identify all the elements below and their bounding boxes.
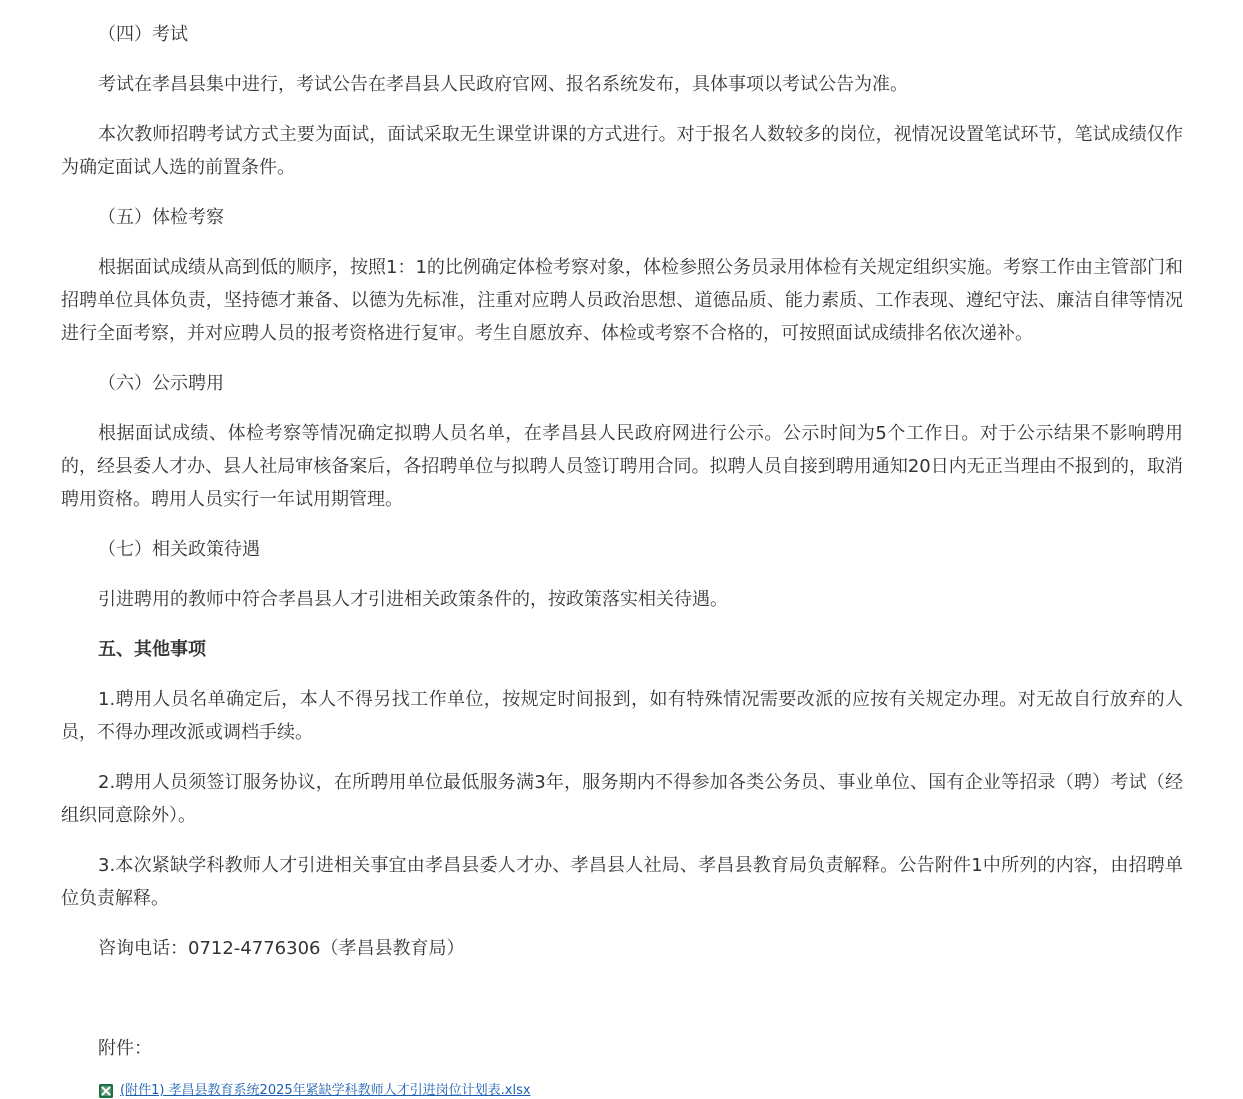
paragraph: 根据面试成绩从高到低的顺序，按照1：1的比例确定体检考察对象，体检参照公务员录用体检有关规定组织实施。考察工作由主管部门和招聘单位具体负责，坚持德才兼备、以德为先标准，注重对应聘人员政治思想、道德品质、能力素质、工作表现、遵纪守法、廉洁自律等情况进行全面考察，并对应聘人员的报考资格进行复审。考生自愿放弃、体检或考察不合格的，可按照面试成绩排名依次递补。 [61, 257, 1183, 344]
article-body [61, 18, 1183, 1099]
contact-phone: 咨询电话：0712-4776306（孝昌县教育局） [98, 938, 465, 959]
section-heading-other-matters: 五、其他事项 [98, 639, 206, 660]
attachment-link-xlsx[interactable] [61, 1083, 1183, 1099]
paragraph: 考试在孝昌县集中进行，考试公告在孝昌县人民政府官网、报名系统发布，具体事项以考试公告为准。 [98, 74, 908, 95]
section-heading-policy: （七）相关政策待遇 [98, 539, 260, 560]
paragraph: 引进聘用的教师中符合孝昌县人才引进相关政策条件的，按政策落实相关待遇。 [98, 589, 728, 610]
section-heading-public-notice: （六）公示聘用 [98, 373, 224, 394]
section-heading-physical-exam: （五）体检考察 [98, 207, 224, 228]
attachment-link-text[interactable]: (附件1) 孝昌县教育系统2025年紧缺学科教师人才引进岗位计划表.xlsx [120, 1083, 531, 1098]
spacer [61, 982, 1183, 1032]
paragraph: 本次教师招聘考试方式主要为面试，面试采取无生课堂讲课的方式进行。对于报名人数较多的岗位，视情况设置笔试环节，笔试成绩仅作为确定面试人选的前置条件。 [61, 124, 1183, 178]
excel-file-icon [98, 1083, 114, 1099]
paragraph: 1.聘用人员名单确定后，本人不得另找工作单位，按规定时间报到，如有特殊情况需要改派的应按有关规定办理。对无故自行放弃的人员，不得办理改派或调档手续。 [61, 689, 1183, 743]
attachments-label: 附件： [98, 1038, 152, 1059]
paragraph: 2.聘用人员须签订服务协议，在所聘用单位最低服务满3年，服务期内不得参加各类公务员、事业单位、国有企业等招录（聘）考试（经组织同意除外）。 [61, 772, 1183, 826]
paragraph: 根据面试成绩、体检考察等情况确定拟聘人员名单，在孝昌县人民政府网进行公示。公示时间为5个工作日。对于公示结果不影响聘用的，经县委人才办、县人社局审核备案后，各招聘单位与拟聘人员签订聘用合同。拟聘人员自接到聘用通知20日内无正当理由不报到的，取消聘用资格。聘用人员实行一年试用期管理。 [61, 423, 1183, 510]
section-heading-exam: （四）考试 [98, 24, 188, 45]
paragraph: 3.本次紧缺学科教师人才引进相关事宜由孝昌县委人才办、孝昌县人社局、孝昌县教育局负责解释。公告附件1中所列的内容，由招聘单位负责解释。 [61, 855, 1183, 909]
